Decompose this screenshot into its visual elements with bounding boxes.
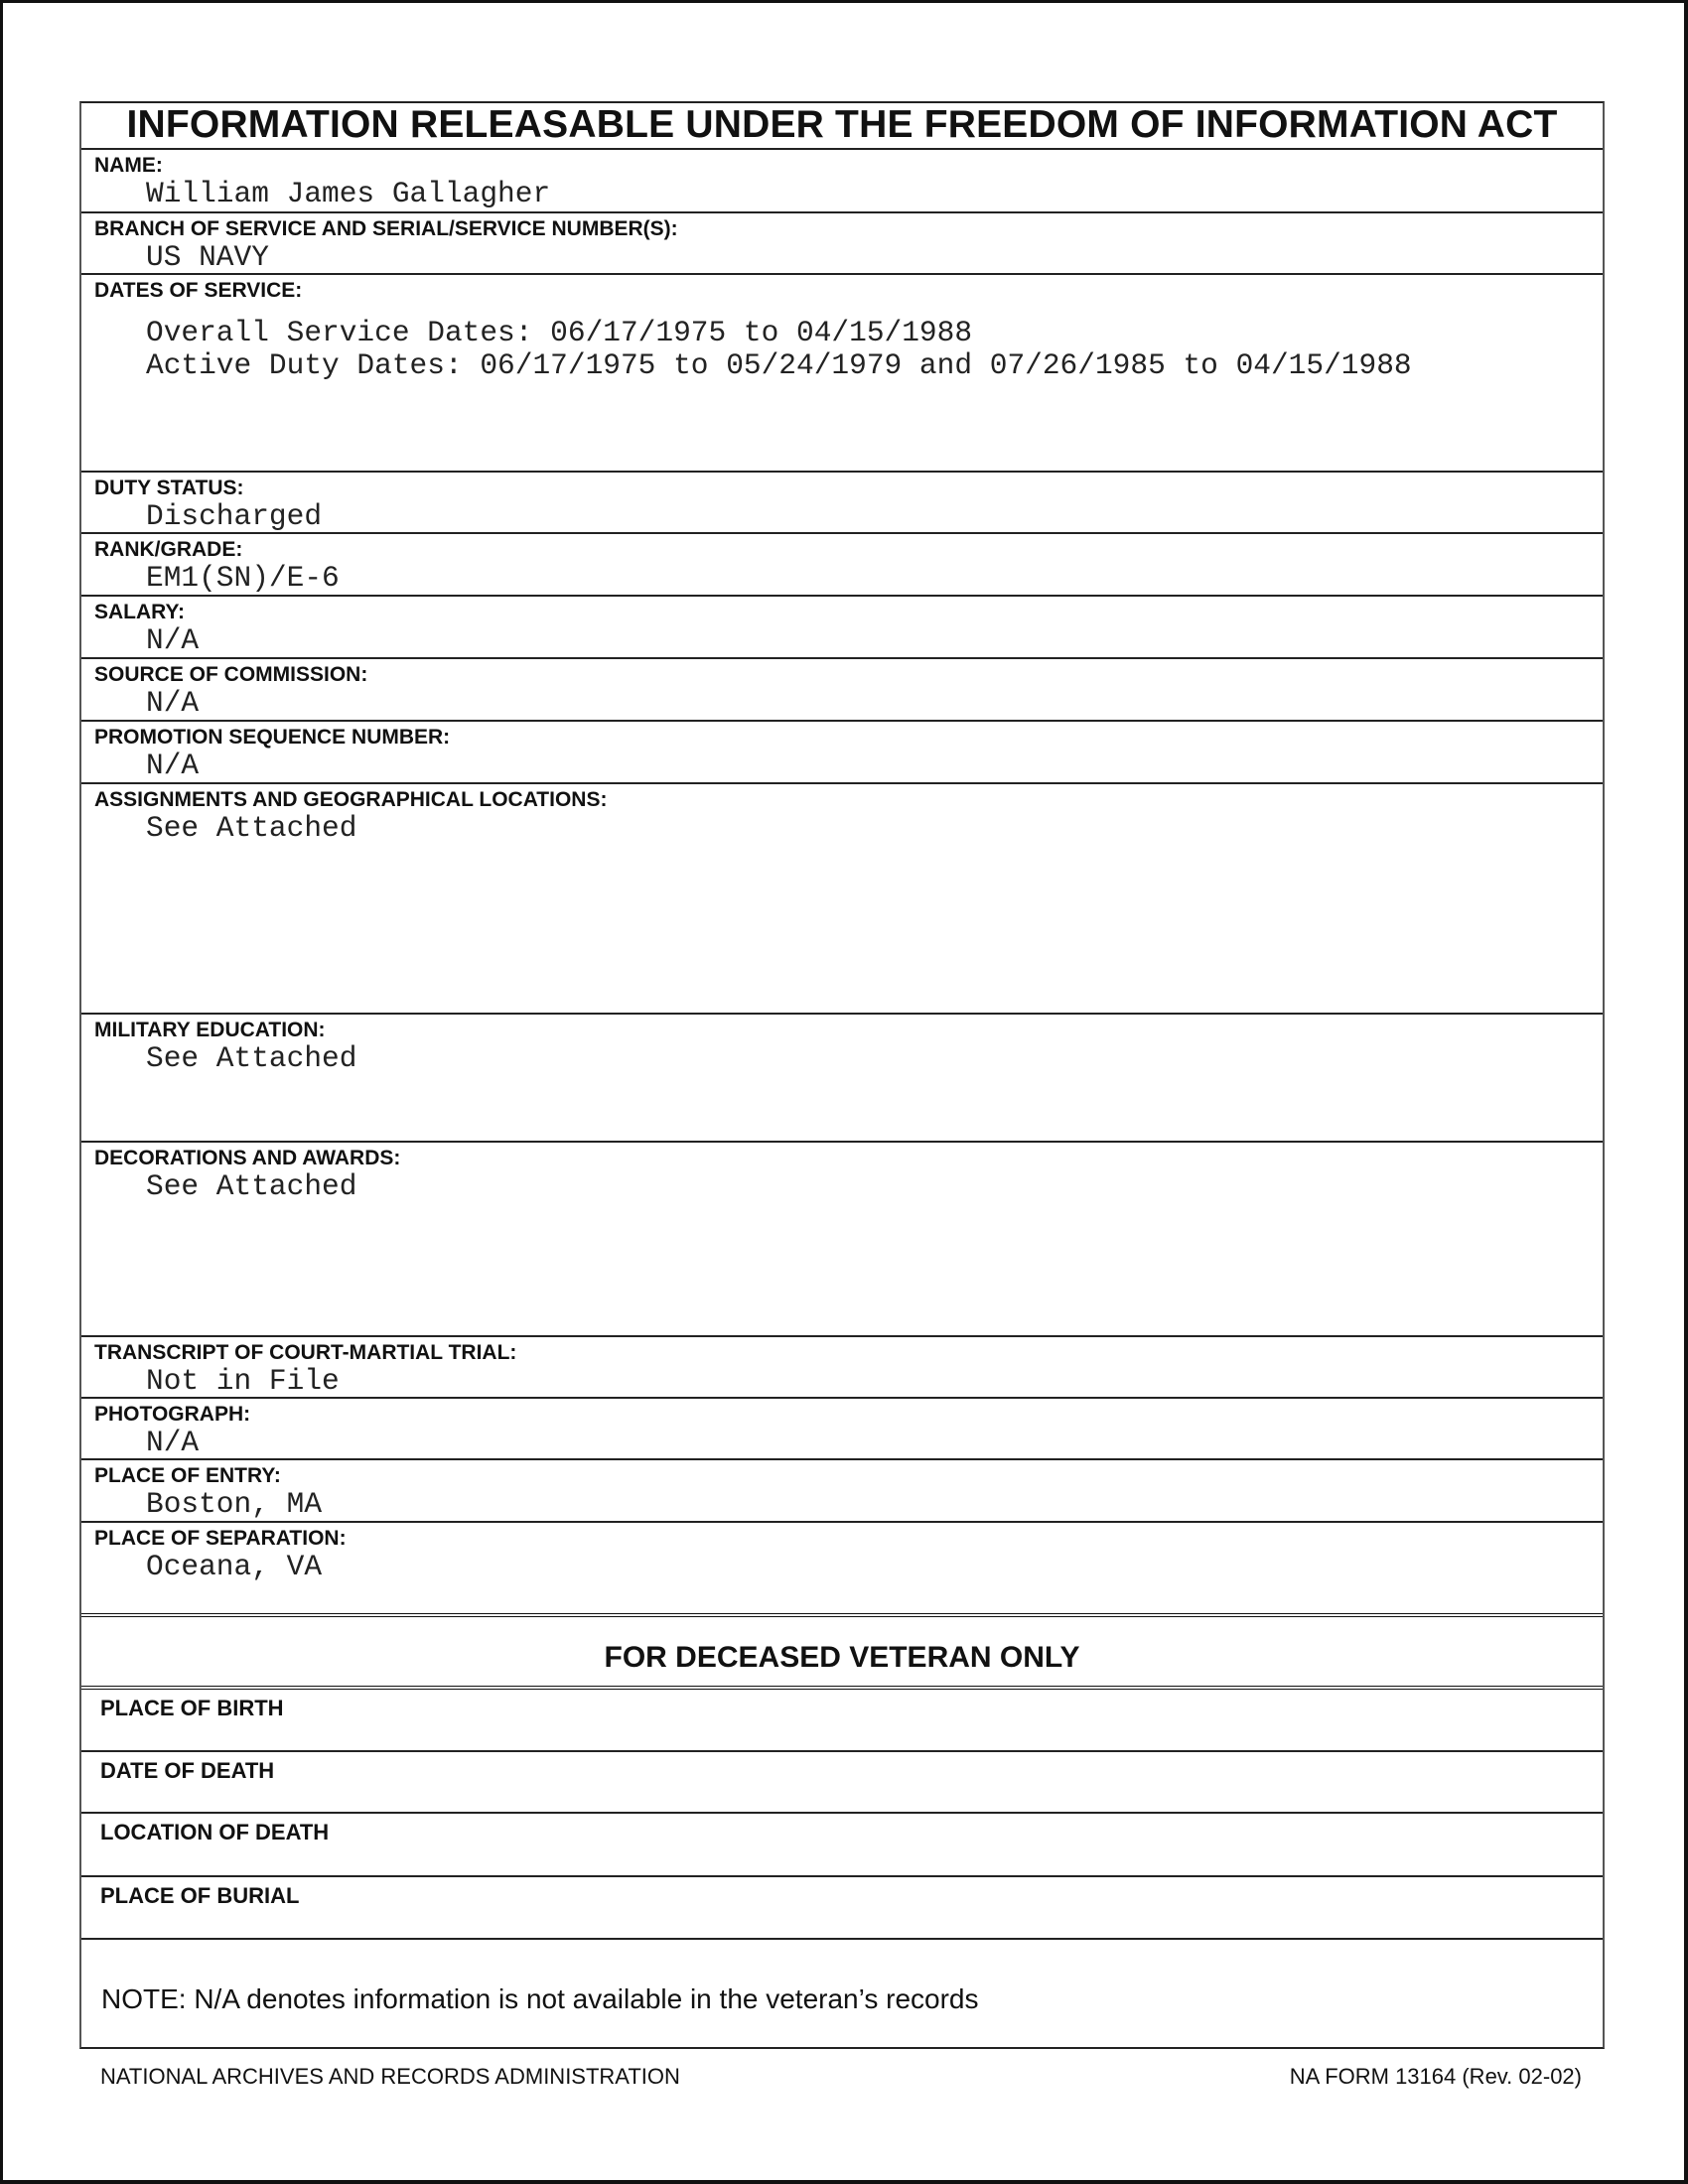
note-text: NOTE: N/A denotes information is not available in the veteran’s records: [101, 1983, 979, 2014]
field-label: BRANCH OF SERVICE AND SERIAL/SERVICE NUMBER(S):: [94, 217, 678, 240]
field-assignments: [81, 784, 1603, 1015]
field-label: PLACE OF BIRTH: [100, 1696, 284, 1720]
field-name: [81, 150, 1603, 213]
note-section: [81, 1940, 1603, 2047]
field-value: See Attached: [146, 811, 357, 845]
field-place-of-birth: [81, 1690, 1603, 1752]
field-label: SALARY:: [94, 601, 185, 623]
field-label: SOURCE OF COMMISSION:: [94, 663, 368, 686]
field-photograph: [81, 1399, 1603, 1460]
deceased-heading: FOR DECEASED VETERAN ONLY: [604, 1641, 1080, 1674]
field-label: TRANSCRIPT OF COURT-MARTIAL TRIAL:: [94, 1341, 517, 1364]
field-value: See Attached: [146, 1041, 357, 1075]
field-place-of-separation: [81, 1523, 1603, 1617]
footer-agency: NATIONAL ARCHIVES AND RECORDS ADMINISTRATION: [100, 2064, 680, 2089]
field-label: PROMOTION SEQUENCE NUMBER:: [94, 726, 451, 749]
field-label: ASSIGNMENTS AND GEOGRAPHICAL LOCATIONS:: [94, 788, 608, 811]
field-rank-grade: [81, 534, 1603, 597]
field-value: William James Gallagher: [146, 177, 551, 210]
field-label: PLACE OF SEPARATION:: [94, 1527, 347, 1550]
footer-form-number: NA FORM 13164 (Rev. 02-02): [1289, 2064, 1582, 2089]
field-label: NAME:: [94, 154, 163, 177]
field-promotion-sequence: [81, 722, 1603, 784]
field-label: DATES OF SERVICE:: [94, 279, 303, 302]
foia-form: [79, 101, 1605, 2049]
field-source-of-commission: [81, 659, 1603, 722]
field-value: Boston, MA: [146, 1487, 323, 1521]
field-label: DATE OF DEATH: [100, 1758, 275, 1783]
field-value: N/A: [146, 686, 200, 720]
field-label: PLACE OF ENTRY:: [94, 1464, 281, 1487]
field-label: PHOTOGRAPH:: [94, 1403, 251, 1426]
field-decorations-awards: [81, 1143, 1603, 1337]
field-salary: [81, 597, 1603, 659]
field-dates-of-service: [81, 275, 1603, 473]
field-label: MILITARY EDUCATION:: [94, 1019, 326, 1041]
field-place-of-entry: [81, 1460, 1603, 1523]
field-value: See Attached: [146, 1169, 357, 1203]
field-date-of-death: [81, 1752, 1603, 1814]
field-label: PLACE OF BURIAL: [100, 1883, 300, 1908]
field-label: RANK/GRADE:: [94, 538, 243, 561]
field-location-of-death: [81, 1814, 1603, 1877]
field-value: N/A: [146, 623, 200, 657]
field-label: DUTY STATUS:: [94, 477, 244, 499]
field-military-education: [81, 1015, 1603, 1143]
field-value: Discharged: [146, 499, 323, 533]
field-label: LOCATION OF DEATH: [100, 1820, 330, 1844]
deceased-section-header: [81, 1617, 1603, 1690]
field-place-of-burial: [81, 1877, 1603, 1940]
field-value: N/A: [146, 1426, 200, 1459]
field-value: Not in File: [146, 1364, 340, 1398]
field-value: Oceana, VA: [146, 1550, 323, 1583]
field-duty-status: [81, 473, 1603, 534]
field-value: N/A: [146, 749, 200, 782]
form-title: INFORMATION RELEASABLE UNDER THE FREEDOM OF INFORMATION ACT: [81, 103, 1603, 150]
field-value: EM1(SN)/E-6: [146, 561, 340, 595]
overall-service-dates: Overall Service Dates: 06/17/1975 to 04/15/1988: [146, 316, 973, 349]
field-value: US NAVY: [146, 240, 269, 274]
field-court-martial: [81, 1337, 1603, 1399]
field-label: DECORATIONS AND AWARDS:: [94, 1147, 401, 1169]
active-duty-dates: Active Duty Dates: 06/17/1975 to 05/24/1979 and 07/26/1985 to 04/15/1988: [146, 348, 1412, 382]
field-branch: [81, 213, 1603, 275]
